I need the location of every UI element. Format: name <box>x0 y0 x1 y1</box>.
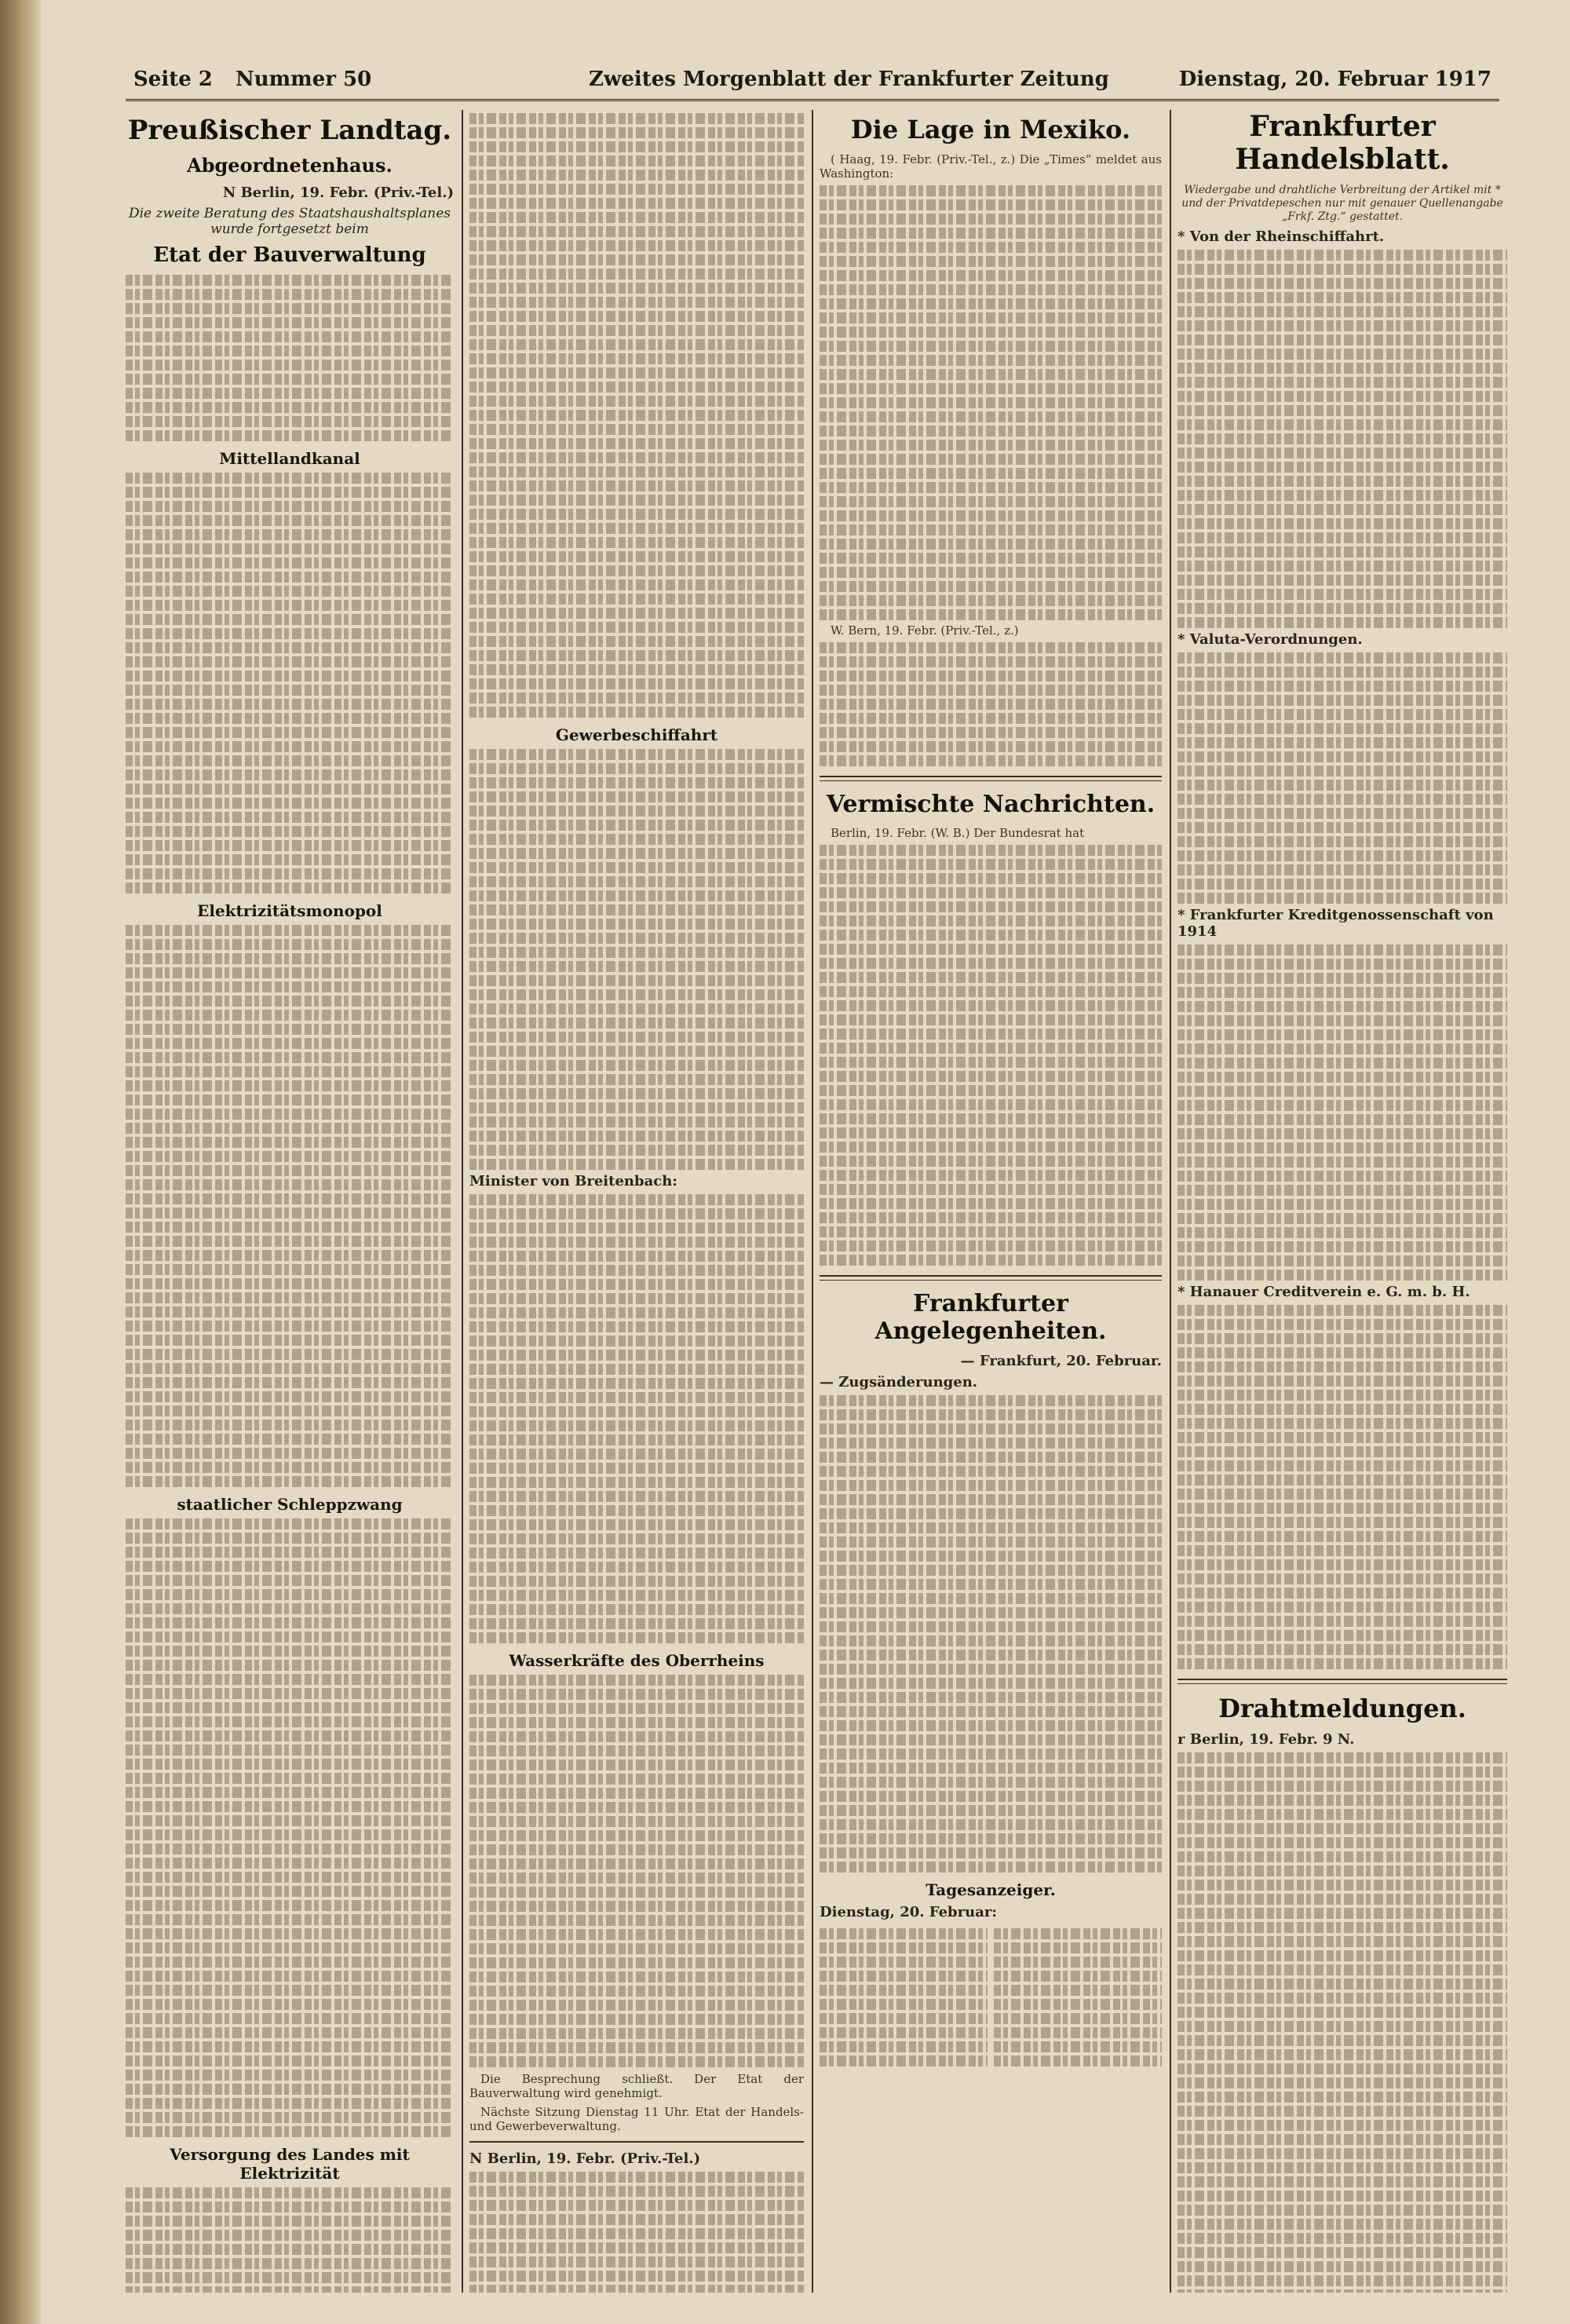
body-text <box>469 113 804 718</box>
column-2 <box>469 110 804 2293</box>
theater-listings <box>820 1925 1162 2070</box>
article-dateline: Berlin, 19. Febr. (W. B.) Der Bundesrat hat <box>831 826 1085 840</box>
body-text <box>126 1518 454 2137</box>
article-title: Preußischer Landtag. <box>127 115 452 146</box>
body-text <box>820 642 1162 766</box>
item-heading: * Frankfurter Kreditgenossenschaft von 1914 <box>1178 907 1494 940</box>
body-text <box>1178 1305 1507 1669</box>
article-title: Vermischte Nachrichten. <box>826 791 1156 818</box>
column-rule <box>462 110 463 2293</box>
column-rule <box>1170 110 1171 2293</box>
article-dateline: ( Haag, 19. Febr. (Priv.-Tel., z.) Die „Times“ meldet aus Washington: <box>820 152 1162 181</box>
article-dateline: — Frankfurt, 20. Februar. <box>960 1353 1162 1369</box>
speaker-line: Minister von Breitenbach: <box>469 1173 677 1189</box>
issue-date: Dienstag, 20. Februar 1917 <box>1178 68 1492 91</box>
body-text <box>1178 1752 1507 2293</box>
column-1 <box>126 110 454 2293</box>
body-text <box>126 925 454 1487</box>
body-text <box>126 473 454 893</box>
subheading-gewerbeschiffahrt: Gewerbeschiffahrt <box>555 725 718 744</box>
article-title: Die Lage in Mexiko. <box>850 115 1131 144</box>
body-text <box>820 845 1162 1266</box>
subheading-oberrhein: Wasserkräfte des Oberrheins <box>509 1651 765 1670</box>
body-text <box>469 1194 804 1643</box>
divider <box>820 1275 1162 1281</box>
divider <box>469 2141 804 2143</box>
subheading-mittellandkanal: Mittellandkanal <box>219 449 360 468</box>
closing-line: Die Besprechung schließt. Der Etat der Bauverwaltung wird genehmigt. Nächste Sitzung Dienstag 11 Uhr. Etat der Handels- und Gewerbeverwaltung. <box>469 2072 804 2133</box>
item-heading: * Von der Rheinschiffahrt. <box>1178 228 1385 245</box>
subheading: — Zugsänderungen. <box>820 1374 978 1390</box>
item-heading: * Valuta-Verordnungen. <box>1178 631 1363 648</box>
body-text <box>1178 250 1507 628</box>
divider <box>820 776 1162 781</box>
article-subtitle: Abgeordnetenhaus. <box>187 154 392 177</box>
subheading-elektrizitaetsmonopol: Elektrizitätsmonopol <box>197 901 382 920</box>
column-4 <box>1178 110 1507 2293</box>
body-text <box>820 1395 1162 1873</box>
body-text <box>126 275 454 441</box>
divider <box>1178 1679 1507 1684</box>
section-title: Frankfurter Handelsblatt. <box>1235 110 1450 176</box>
body-text <box>1178 945 1507 1281</box>
column-3 <box>820 110 1162 2293</box>
article-dateline: r Berlin, 19. Febr. 9 N. <box>1178 1731 1355 1748</box>
subheading-schleppzwang: staatlicher Schleppzwang <box>177 1495 403 1514</box>
edition-title: Zweites Morgenblatt der Frankfurter Zeitung <box>589 68 1109 91</box>
body-text <box>469 749 804 1170</box>
page-binding-edge <box>0 0 41 2324</box>
reprint-notice: Wiedergabe und drahtliche Verbreitung der Artikel mit * und der Privatdepeschen nur mit genauer Quellenangabe „Frkf. Ztg.“ gestattet. <box>1181 184 1503 223</box>
theater-date: Dienstag, 20. Februar: <box>820 1904 997 1920</box>
subheading-tagesanzeiger: Tagesanzeiger. <box>926 1880 1056 1899</box>
article-dateline: N Berlin, 19. Febr. (Priv.-Tel.) <box>469 2150 701 2167</box>
body-text <box>469 1675 804 2067</box>
body-text <box>820 185 1162 620</box>
article-lead: Die zweite Beratung des Staatshaushaltsplanes wurde fortgesetzt beim <box>128 206 451 237</box>
column-rule <box>812 110 813 2293</box>
running-head <box>126 64 1499 101</box>
subheading-versorgung: Versorgung des Landes mit Elektrizität <box>170 2145 410 2183</box>
section-title: Drahtmeldungen. <box>1218 1694 1466 1723</box>
section-heading: Etat der Bauverwaltung <box>153 243 426 267</box>
issue-number: Nummer 50 <box>236 68 372 91</box>
item-heading: * Hanauer Creditverein e. G. m. b. H. <box>1178 1284 1470 1300</box>
article-title: Frankfurter Angelegenheiten. <box>874 1290 1107 1345</box>
article-dateline: W. Bern, 19. Febr. (Priv.-Tel., z.) <box>831 623 1019 638</box>
article-dateline: N Berlin, 19. Febr. (Priv.-Tel.) <box>222 185 454 201</box>
page-number: Seite 2 <box>133 68 213 91</box>
body-text <box>469 2172 804 2293</box>
body-text <box>1178 652 1507 904</box>
body-text <box>126 2187 454 2293</box>
